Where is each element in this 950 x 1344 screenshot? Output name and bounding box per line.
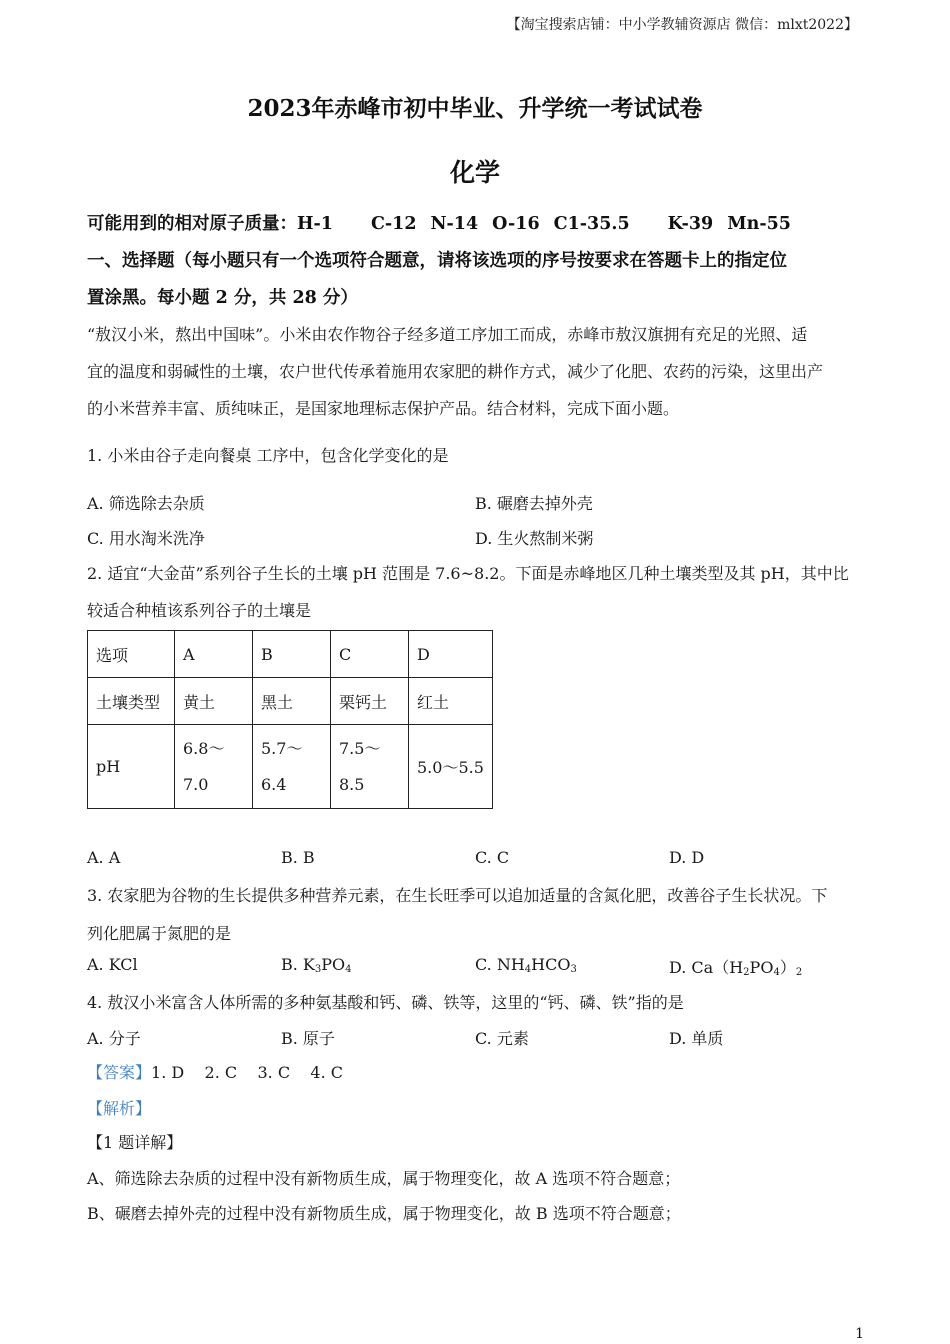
ph-c-line2: 8.5	[339, 774, 365, 794]
mass-o: O-16	[492, 214, 540, 234]
q4-option-c: C. 元素	[475, 1029, 529, 1048]
analysis-label: 【解析】	[87, 1099, 152, 1118]
mass-cl: C1-35.5	[553, 214, 630, 234]
detail-label: 【1 题详解】	[87, 1133, 183, 1152]
q3-option-b: B. $K_3PO_4$	[281, 955, 352, 975]
table-cell	[331, 725, 409, 809]
q1-stem: 1. 小米由谷子走向餐桌 工序中，包含化学变化的是	[87, 446, 449, 465]
passage-line-2: 宜的温度和弱碱性的土壤，农户世代传承着施用农家肥的耕作方式，减少了化肥、农药的污染，这里出产	[87, 362, 824, 381]
mass-k: K-39	[667, 214, 714, 234]
q3-stem-line1: 3. 农家肥为谷物的生长提供多种营养元素，在生长旺季可以追加适量的含氮化肥，改善谷子生长状况。下	[87, 886, 828, 905]
table-row	[88, 631, 493, 678]
header-shop-note: 【淘宝搜索店铺：中小学教辅资源店 微信：mlxt2022】	[506, 17, 858, 33]
q2-option-a: A. A	[87, 848, 121, 867]
q1-option-a: A. 筛选除去杂质	[87, 494, 205, 513]
q3-option-d: D. $Ca(H_2PO_4)_2$	[669, 958, 803, 978]
ph-a-line1: 6.8～	[183, 738, 225, 758]
soil-ph-table	[87, 630, 493, 809]
table-cell: 5.0～5.5	[409, 725, 493, 809]
table-cell: pH	[88, 725, 175, 809]
page-number: 1	[855, 1326, 864, 1342]
table-cell: 黑土	[253, 678, 331, 725]
q3-option-a: A. KCl	[87, 955, 138, 974]
q3-option-c: C. $NH_4HCO_3$	[475, 955, 577, 975]
q3-stem-line2: 列化肥属于氮肥的是	[87, 924, 232, 943]
exam-title: 2023年赤峰市初中毕业、升学统一考试试卷	[247, 95, 703, 122]
q1-option-d: D. 生火熬制米粥	[475, 529, 594, 548]
q4-option-b: B. 原子	[281, 1029, 335, 1048]
q2-stem-line2: 较适合种植该系列谷子的土壤是	[87, 601, 312, 620]
mass-mn: Mn-55	[727, 214, 791, 234]
ph-b-line2: 6.4	[261, 774, 287, 794]
table-cell: 黄土	[175, 678, 253, 725]
q2-option-d: D. D	[669, 848, 705, 867]
mass-h: H-1	[297, 214, 333, 234]
ph-b-line1: 5.7～	[261, 738, 303, 758]
q2-stem-line1: 2. 适宜“大金苗”系列谷子生长的土壤 pH 范围是 7.6~8.2。下面是赤峰地区几种土壤类型及其 pH，其中比	[87, 564, 849, 583]
explanation-b: B、碾磨去掉外壳的过程中没有新物质生成，属于物理变化，故 B 选项不符合题意；	[87, 1204, 681, 1223]
table-cell	[175, 725, 253, 809]
section1-heading-line2: 置涂黑。每小题 2 分，共 28 分）	[87, 288, 358, 308]
q1-option-c: C. 用水淘米洗净	[87, 529, 205, 548]
exam-subject: 化学	[449, 158, 500, 187]
table-cell	[253, 725, 331, 809]
atomic-masses-label: 可能用到的相对原子质量：	[87, 214, 297, 234]
q4-stem: 4. 敖汉小米富含人体所需的多种氨基酸和钙、磷、铁等，这里的“钙、磷、铁”指的是	[87, 993, 684, 1012]
mass-c: C-12	[370, 214, 417, 234]
table-cell: A	[175, 631, 253, 678]
q4-option-d: D. 单质	[669, 1029, 724, 1048]
mass-n: N-14	[430, 214, 479, 234]
answer-text: 1. D 2. C 3. C 4. C	[151, 1063, 344, 1082]
table-row	[88, 725, 493, 809]
atomic-masses-line	[87, 210, 791, 235]
q1-option-b: B. 碾磨去掉外壳	[475, 494, 593, 513]
passage-line-1: “敖汉小米，熬出中国味”。小米由农作物谷子经多道工序加工而成，赤峰市敖汉旗拥有充足的光照、适	[87, 325, 808, 344]
table-cell: 栗钙土	[331, 678, 409, 725]
q4-option-a: A. 分子	[87, 1029, 141, 1048]
table-cell: C	[331, 631, 409, 678]
q2-option-c: C. C	[475, 848, 510, 867]
ph-c-line1: 7.5～	[339, 738, 381, 758]
passage-line-3: 的小米营养丰富、质纯味正，是国家地理标志保护产品。结合材料，完成下面小题。	[87, 399, 680, 418]
explanation-a: A、筛选除去杂质的过程中没有新物质生成，属于物理变化，故 A 选项不符合题意；	[87, 1169, 681, 1188]
answer-label: 【答案】	[87, 1063, 152, 1082]
table-cell: B	[253, 631, 331, 678]
section1-heading-line1: 一、选择题（每小题只有一个选项符合题意，请将该选项的序号按要求在答题卡上的指定位	[87, 251, 787, 271]
table-cell: 选项	[88, 631, 175, 678]
ph-a-line2: 7.0	[183, 774, 209, 794]
table-cell: 土壤类型	[88, 678, 175, 725]
table-row	[88, 678, 493, 725]
table-cell: D	[409, 631, 493, 678]
q2-option-b: B. B	[281, 848, 315, 867]
table-cell: 红土	[409, 678, 493, 725]
answer-line	[87, 1060, 343, 1083]
